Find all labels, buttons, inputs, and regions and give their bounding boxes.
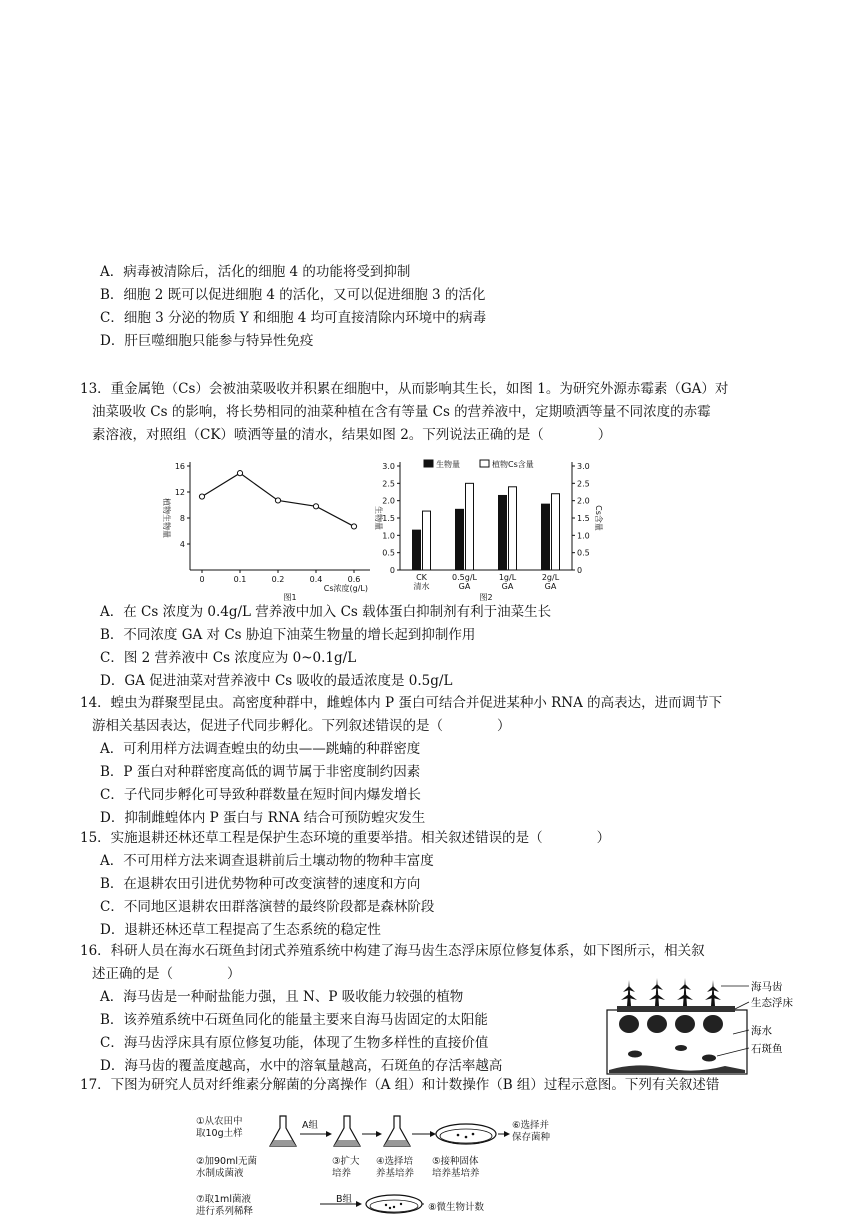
label-seawater: 海水 bbox=[751, 1025, 772, 1037]
q14-option-d: D．抑制雌蝗体内 P 蛋白与 RNA 结合可预防蝗灾发生 bbox=[100, 810, 426, 826]
step1-line2: 取10g土样 bbox=[196, 1128, 243, 1139]
q14-stem-line2: 游相关基因表达，促进子代同步孵化。下列叙述错误的是（ ） bbox=[92, 718, 511, 734]
fig2-bar-cs-content bbox=[509, 487, 517, 570]
fig2-y-tick-label-right: 0.5 bbox=[577, 548, 590, 558]
fig1-x-tick-label: 0.6 bbox=[347, 575, 361, 584]
q17-process-figure bbox=[196, 1112, 616, 1216]
figure-2-bar-chart bbox=[370, 458, 615, 603]
q16-stem-line2: 述正确的是（ ） bbox=[92, 966, 241, 982]
fig1-x-tick-label: 0.1 bbox=[233, 575, 247, 584]
q17-stem-line1: 17．下图为研究人员对纤维素分解菌的分离操作（A 组）和计数操作（B 组）过程示意图。下列有关叙述错 bbox=[80, 1077, 720, 1093]
fig2-legend-label: 植物Cs含量 bbox=[492, 460, 534, 469]
q12-option-c: C．细胞 3 分泌的物质 Y 和细胞 4 均可直接清除内环境中的病毒 bbox=[100, 310, 487, 326]
fig2-y-tick-label-left: 1.0 bbox=[382, 531, 395, 541]
fig2-y-tick-label-left: 0.5 bbox=[382, 548, 395, 558]
fig2-legend-swatch bbox=[480, 460, 489, 467]
q15-option-a: A．不可用样方法来调查退耕前后土壤动物的物种丰富度 bbox=[100, 853, 434, 869]
step6-line1: ⑥选择并 bbox=[512, 1120, 550, 1131]
roots bbox=[619, 1015, 723, 1033]
fig1-y-tick-label: 16 bbox=[174, 462, 185, 471]
label-floating-bed: 生态浮床 bbox=[751, 997, 793, 1009]
tank-bottom bbox=[609, 1065, 745, 1073]
step3-line2: 培养 bbox=[332, 1168, 352, 1179]
q12-option-a: A．病毒被清除后，活化的细胞 4 的功能将受到抑制 bbox=[100, 264, 411, 280]
plants bbox=[621, 978, 721, 1006]
fig2-y-tick-label-right: 2.5 bbox=[577, 479, 590, 489]
q16-floating-bed-figure bbox=[605, 972, 800, 1077]
fig1-data-point bbox=[199, 494, 204, 499]
fig1-data-point bbox=[351, 524, 356, 529]
step2-line1: ②加90ml无菌 bbox=[196, 1156, 257, 1167]
fig1-title: 图1 bbox=[283, 593, 297, 602]
q13-option-c: C．图 2 营养液中 Cs 浓度应为 0~0.1g/L bbox=[100, 650, 357, 666]
step5-line1: ⑤接种固体 bbox=[432, 1156, 479, 1167]
fig2-bar-biomass bbox=[542, 504, 550, 570]
fig2-y-tick-label-right: 0 bbox=[577, 566, 583, 575]
step5-line2: 培养基培养 bbox=[432, 1168, 480, 1179]
step7-line2: 进行系列稀释 bbox=[196, 1206, 254, 1216]
fig2-bar-biomass bbox=[413, 530, 421, 570]
q15-option-d: D．退耕还林还草工程提高了生态系统的稳定性 bbox=[100, 922, 381, 938]
fig2-y-axis-label-left: 生物量 bbox=[374, 506, 383, 530]
q13-stem-line3: 素溶液，对照组（CK）喷洒等量的清水，结果如图 2。下列说法正确的是（ ） bbox=[92, 427, 612, 443]
fig2-y-tick-label-left: 3.0 bbox=[382, 462, 395, 471]
fig2-category-label: GA bbox=[501, 582, 514, 591]
fig2-y-tick-label-right: 1.5 bbox=[577, 514, 590, 523]
fig1-data-point bbox=[275, 498, 280, 503]
q16-option-c: C．海马齿浮床具有原位修复功能，体现了生物多样性的直接价值 bbox=[100, 1035, 489, 1051]
label-haimachi: 海马齿 bbox=[751, 981, 783, 993]
step6-line2: 保存菌种 bbox=[512, 1132, 551, 1143]
fish bbox=[628, 1045, 716, 1062]
step4-line1: ④选择培 bbox=[376, 1156, 414, 1167]
step3-line1: ③扩大 bbox=[332, 1156, 360, 1167]
step1-line1: ①从农田中 bbox=[196, 1116, 243, 1127]
fig2-legend-label: 生物量 bbox=[436, 460, 460, 469]
q13-option-a: A．在 Cs 浓度为 0.4g/L 营养液中加入 Cs 载体蛋白抑制剂有利于油菜生长 bbox=[100, 604, 552, 620]
petri-dish-1 bbox=[436, 1124, 496, 1144]
floating-bed bbox=[617, 1006, 735, 1012]
q16-option-a: A．海马齿是一种耐盐能力强，且 N、P 吸收能力较强的植物 bbox=[100, 989, 464, 1005]
fig2-y-tick-label-left: 1.5 bbox=[382, 514, 395, 523]
fig1-x-tick-label: 0 bbox=[199, 575, 205, 584]
q16-stem-line1: 16．科研人员在海水石斑鱼封闭式养殖系统中构建了海马齿生态浮床原位修复体系，如下图所示，相关叙 bbox=[80, 943, 705, 959]
fig2-bar-cs-content bbox=[552, 494, 560, 570]
q14-stem-line1: 14．蝗虫为群聚型昆虫。高密度种群中，雌蝗体内 P 蛋白可结合并促进某种小 RNA 的高表达，进而调节下 bbox=[80, 695, 723, 711]
group-b-label: B组 bbox=[336, 1194, 353, 1205]
fig2-y-tick-label-left: 0 bbox=[389, 566, 395, 575]
q12-option-d: D．肝巨噬细胞只能参与特异性免疫 bbox=[100, 333, 314, 349]
q13-stem-line1: 13．重金属铯（Cs）会被油菜吸收并积累在细胞中，从而影响其生长，如图 1。为研究外源赤霉素（GA）对 bbox=[80, 381, 729, 397]
group-a-label: A组 bbox=[302, 1120, 318, 1131]
fig1-x-tick-label: 0.4 bbox=[309, 575, 323, 584]
fig2-legend-swatch bbox=[424, 460, 433, 467]
fig2-category-label: GA bbox=[458, 582, 471, 591]
fig2-category-label: 2g/L bbox=[541, 573, 560, 582]
fig2-title: 图2 bbox=[479, 593, 493, 602]
figure-1-line-chart bbox=[150, 458, 380, 603]
flask-1-liquid bbox=[270, 1140, 296, 1146]
fig2-bar-biomass bbox=[499, 495, 507, 570]
step4-line2: 养基培养 bbox=[376, 1168, 415, 1179]
fig2-category-label: CK bbox=[416, 573, 427, 582]
fig2-y-tick-label-right: 2.0 bbox=[577, 496, 590, 506]
fig2-y-tick-label-left: 2.5 bbox=[382, 479, 395, 489]
fig1-y-tick-label: 8 bbox=[179, 514, 185, 523]
fig1-y-axis-label: 植物生物量 bbox=[162, 498, 171, 538]
fig2-y-tick-label-left: 2.0 bbox=[382, 496, 395, 506]
q13-stem-line2: 油菜吸收 Cs 的影响，将长势相同的油菜种植在含有等量 Cs 的营养液中，定期喷洒等量不同浓度的赤霉 bbox=[92, 404, 711, 420]
q15-stem-line1: 15．实施退耕还林还草工程是保护生态环境的重要举措。相关叙述错误的是（ ） bbox=[80, 830, 611, 846]
fig1-x-axis-label: Cs浓度(g/L) bbox=[323, 584, 368, 593]
fig2-bar-cs-content bbox=[466, 483, 474, 570]
q16-option-d: D．海马齿的覆盖度越高，水中的溶氧量越高，石斑鱼的存活率越高 bbox=[100, 1058, 503, 1074]
q14-option-a: A．可利用样方法调查蝗虫的幼虫——跳蝻的种群密度 bbox=[100, 741, 421, 757]
step8-label: ⑧微生物计数 bbox=[428, 1202, 485, 1213]
fig1-data-point bbox=[313, 504, 318, 509]
q15-option-c: C．不同地区退耕农田群落演替的最终阶段都是森林阶段 bbox=[100, 899, 435, 915]
petri-dish-2 bbox=[366, 1195, 422, 1213]
fig2-y-tick-label-right: 1.0 bbox=[577, 531, 590, 541]
q16-option-b: B．该养殖系统中石斑鱼同化的能量主要来自海马齿固定的太阳能 bbox=[100, 1012, 488, 1028]
fig1-y-tick-label: 4 bbox=[179, 540, 185, 549]
fig2-category-label: 0.5g/L bbox=[452, 573, 477, 582]
fig2-category-label: 1g/L bbox=[498, 573, 517, 582]
fig2-category-label: GA bbox=[544, 582, 557, 591]
q14-option-c: C．子代同步孵化可导致种群数量在短时间内爆发增长 bbox=[100, 787, 421, 803]
fig1-y-tick-label: 12 bbox=[174, 488, 185, 497]
step7-line1: ⑦取1ml菌液 bbox=[196, 1194, 251, 1205]
fig1-x-tick-label: 0.2 bbox=[271, 575, 285, 584]
step2-line2: 水制成菌液 bbox=[196, 1168, 244, 1179]
q15-option-b: B．在退耕农田引进优势物种可改变演替的速度和方向 bbox=[100, 876, 421, 892]
fig2-y-axis-label-right: Cs含量 bbox=[594, 505, 603, 531]
q14-option-b: B．P 蛋白对种群密度高低的调节属于非密度制约因素 bbox=[100, 764, 421, 780]
label-grouper: 石斑鱼 bbox=[751, 1043, 783, 1055]
q13-option-d: D．GA 促进油菜对营养液中 Cs 吸收的最适浓度是 0.5g/L bbox=[100, 673, 453, 689]
fig2-category-label: 清水 bbox=[413, 582, 430, 591]
fig2-bar-cs-content bbox=[423, 511, 431, 570]
q12-option-b: B．细胞 2 既可以促进细胞 4 的活化，又可以促进细胞 3 的活化 bbox=[100, 287, 486, 303]
fig2-bar-biomass bbox=[456, 509, 464, 570]
fig2-y-tick-label-right: 3.0 bbox=[577, 462, 590, 471]
fig1-data-point bbox=[237, 471, 242, 476]
q13-option-b: B．不同浓度 GA 对 Cs 胁迫下油菜生物量的增长起到抑制作用 bbox=[100, 627, 476, 643]
